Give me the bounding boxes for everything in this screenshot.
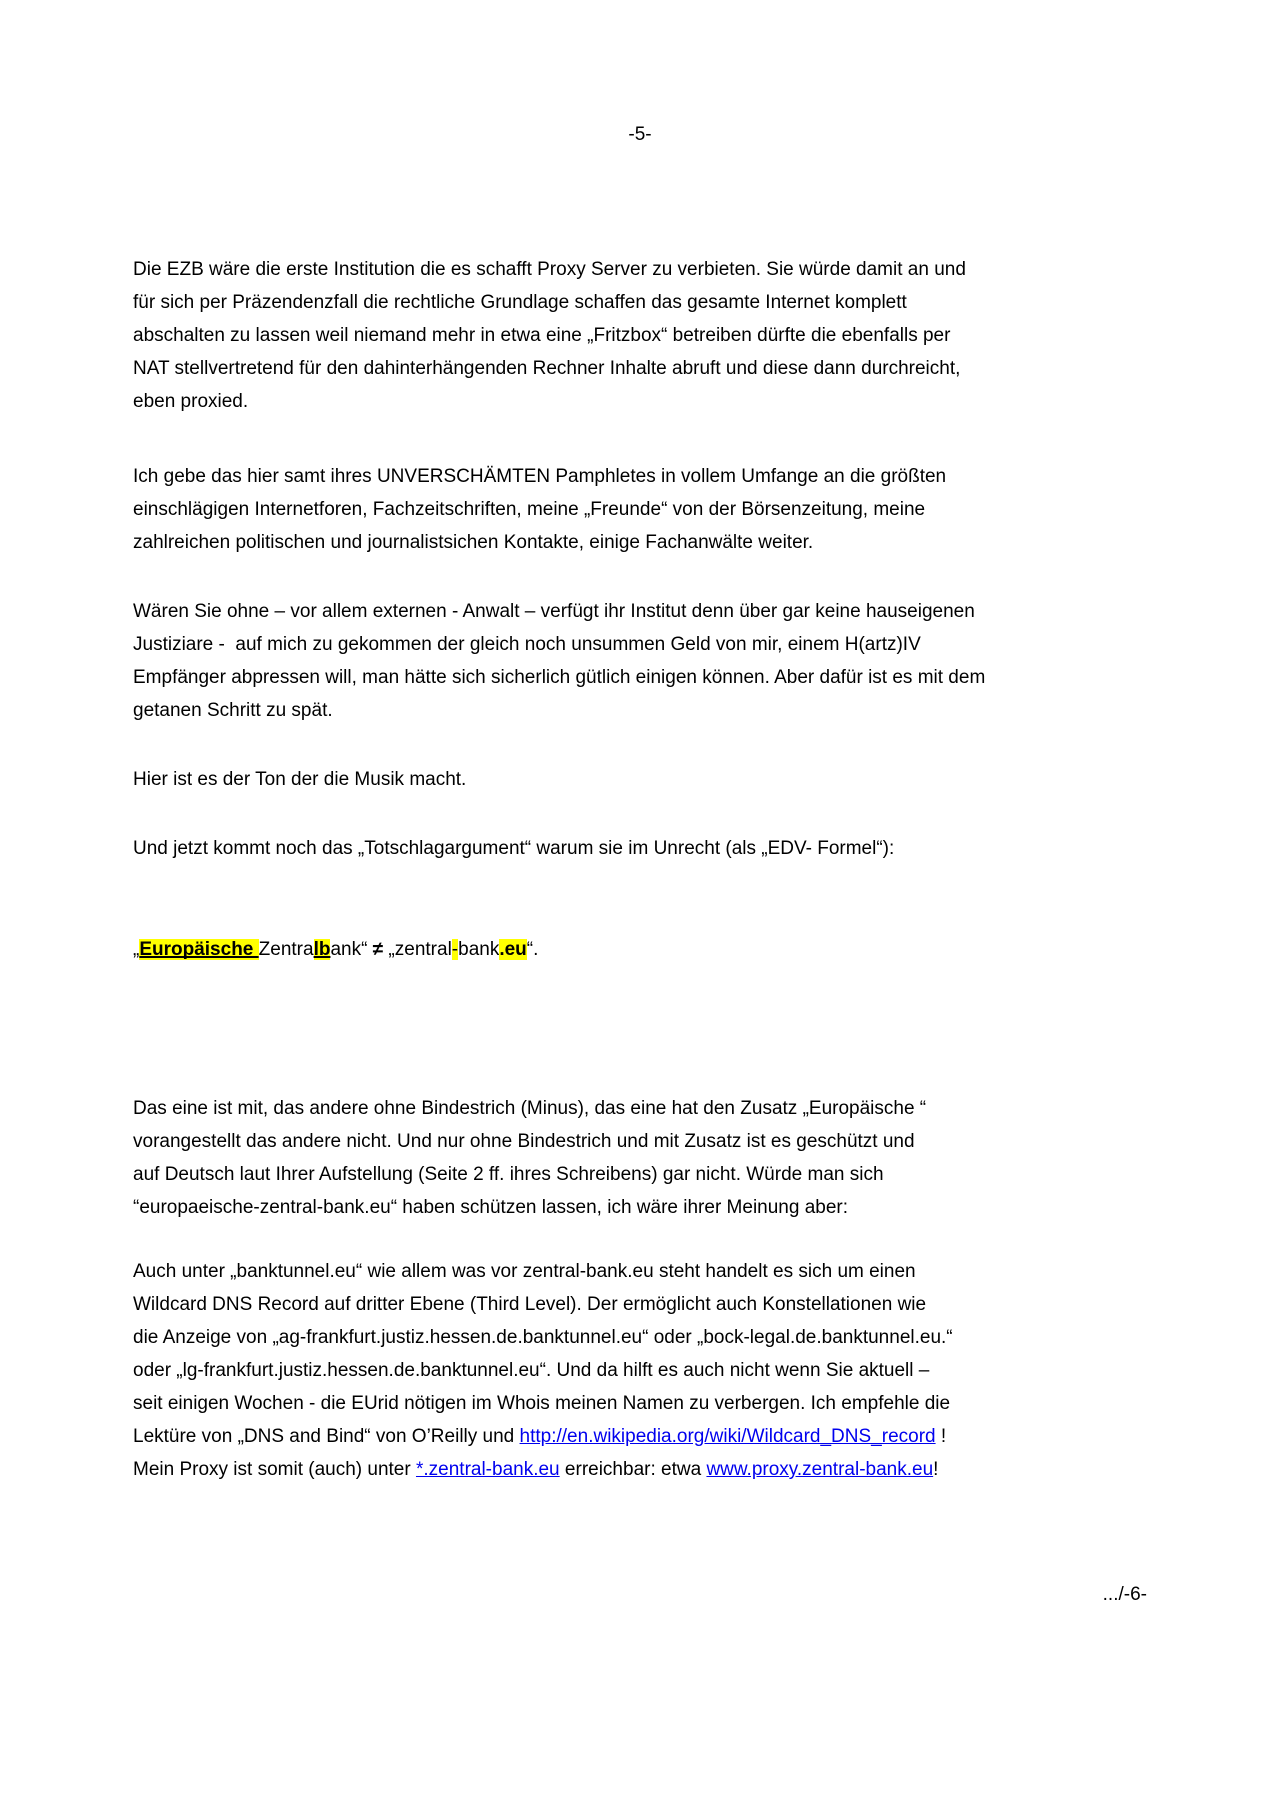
paragraph-7-line (133, 1288, 1147, 1321)
text-run: „zentral (383, 939, 452, 960)
text-run: Ich gebe das hier samt ihres UNVERSCHÄMTEN Pamphletes in vollem Umfange an die größten (133, 466, 947, 487)
text-run: NAT stellvertretend für den dahinterhängenden Rechner Inhalte abruft und diese dann durchreicht, (133, 358, 961, 379)
paragraph-7-line (133, 1255, 1147, 1288)
paragraph-6 (133, 1092, 1147, 1224)
text-run: seit einigen Wochen - die EUrid nötigen im Whois meinen Namen zu verbergen. Ich empfehle die (133, 1393, 951, 1414)
paragraph-7-line (133, 1354, 1147, 1387)
document-body (133, 253, 1147, 1486)
wikipedia-wildcard-dns-link[interactable]: http://en.wikipedia.org/wiki/Wildcard_DNS_record (519, 1426, 936, 1447)
text-run: die Anzeige von „ag-frankfurt.justiz.hessen.de.banktunnel.eu“ oder „bock-legal.de.banktunnel.eu.“ (133, 1327, 953, 1348)
paragraph-1-line (133, 352, 1147, 385)
text-run: für sich per Präzendenzfall die rechtliche Grundlage schaffen das gesamte Internet komplett (133, 292, 907, 313)
paragraph-6-line (133, 1158, 1147, 1191)
text-run: Das eine ist mit, das andere ohne Bindestrich (Minus), das eine hat den Zusatz „Europäische “ (133, 1098, 927, 1119)
paragraph-7-line (133, 1420, 1147, 1453)
highlighted-lb: lb (313, 939, 331, 960)
paragraph-6-line (133, 1125, 1147, 1158)
text-run: Zentra (258, 939, 314, 960)
formula-line (133, 933, 1147, 966)
text-run: abschalten zu lassen weil niemand mehr in etwa eine „Fritzbox“ betreiben dürfte die ebenfalls per (133, 325, 951, 346)
text-run: “europaeische-zentral-bank.eu“ haben schützen lassen, ich wäre ihrer Meinung aber: (133, 1197, 849, 1218)
highlighted-hyphen: - (451, 939, 459, 960)
text-run: einschlägigen Internetforen, Fachzeitschriften, meine „Freunde“ von der Börsenzeitung, meine (133, 499, 926, 520)
paragraph-2-line (133, 493, 1147, 526)
paragraph-7-line (133, 1387, 1147, 1420)
text-run: Und jetzt kommt noch das „Totschlagargument“ warum sie im Unrecht (als „EDV- Formel“): (133, 838, 895, 859)
paragraph-4-line (133, 763, 1147, 796)
paragraph-7-line (133, 1321, 1147, 1354)
text-run: Wären Sie ohne – vor allem externen - Anwalt – verfügt ihr Institut denn über gar keine hauseigenen (133, 601, 975, 622)
highlighted-eu-tld: .eu (499, 939, 527, 960)
paragraph-1-line (133, 253, 1147, 286)
text-run: Hier ist es der Ton der die Musik macht. (133, 769, 467, 790)
text-run: bank (458, 939, 500, 960)
paragraph-3-line (133, 595, 1147, 628)
text-run: Auch unter „banktunnel.eu“ wie allem was vor zentral-bank.eu steht handelt es sich um einen (133, 1261, 916, 1282)
text-run: Die EZB wäre die erste Institution die es schafft Proxy Server zu verbieten. Sie würde damit an und (133, 259, 966, 280)
page-continuation-marker: .../-6- (1102, 1584, 1147, 1605)
text-run: Mein Proxy ist somit (auch) unter (133, 1459, 416, 1480)
paragraph-6-line (133, 1092, 1147, 1125)
proxy-zentral-bank-link[interactable]: www.proxy.zentral-bank.eu (706, 1459, 934, 1480)
paragraph-5 (133, 832, 1147, 865)
paragraph-2-line (133, 526, 1147, 559)
paragraph-5-line (133, 832, 1147, 865)
text-run: ! (933, 1459, 939, 1480)
paragraph-3-line (133, 694, 1147, 727)
highlighted-europaeische: Europäische (139, 939, 259, 960)
paragraph-4 (133, 763, 1147, 796)
paragraph-1-line (133, 385, 1147, 418)
paragraph-3-line (133, 628, 1147, 661)
paragraph-1-line (133, 286, 1147, 319)
paragraph-3-line (133, 661, 1147, 694)
paragraph-1-line (133, 319, 1147, 352)
page-number: -5- (628, 124, 652, 145)
text-run: ank“ (330, 939, 373, 960)
not-equal-sign: ≠ (372, 939, 384, 960)
text-run: „ (133, 939, 140, 960)
text-run: oder „lg-frankfurt.justiz.hessen.de.banktunnel.eu“. Und da hilft es auch nicht wenn Sie aktuell – (133, 1360, 930, 1381)
paragraph-2 (133, 460, 1147, 559)
text-run: ! (935, 1426, 947, 1447)
formula-line-line (133, 933, 1147, 966)
zentral-bank-wildcard-link[interactable]: *.zentral-bank.eu (415, 1459, 560, 1480)
paragraph-7-line (133, 1453, 1147, 1486)
text-run: Wildcard DNS Record auf dritter Ebene (Third Level). Der ermöglicht auch Konstellationen wie (133, 1294, 927, 1315)
page-header (133, 118, 1147, 151)
text-run: eben proxied. (133, 391, 249, 412)
page-footer (133, 1578, 1147, 1611)
text-run: Empfänger abpressen will, man hätte sich sicherlich gütlich einigen können. Aber dafür ist es mit dem (133, 667, 986, 688)
text-run: auf Deutsch laut Ihrer Aufstellung (Seite 2 ff. ihres Schreibens) gar nicht. Würde man sich (133, 1164, 884, 1185)
text-run: “. (526, 939, 539, 960)
text-run: zahlreichen politischen und journalistsichen Kontakte, einige Fachanwälte weiter. (133, 532, 814, 553)
paragraph-1 (133, 253, 1147, 418)
text-run: getanen Schritt zu spät. (133, 700, 333, 721)
text-run: Lektüre von „DNS and Bind“ von O’Reilly und (133, 1426, 520, 1447)
text-run: Justiziare - auf mich zu gekommen der gleich noch unsummen Geld von mir, einem H(artz)IV (133, 634, 921, 655)
text-run: erreichbar: etwa (559, 1459, 707, 1480)
paragraph-6-line (133, 1191, 1147, 1224)
paragraph-7 (133, 1255, 1147, 1486)
text-run: vorangestellt das andere nicht. Und nur ohne Bindestrich und mit Zusatz ist es geschützt und (133, 1131, 915, 1152)
paragraph-2-line (133, 460, 1147, 493)
paragraph-3 (133, 595, 1147, 727)
